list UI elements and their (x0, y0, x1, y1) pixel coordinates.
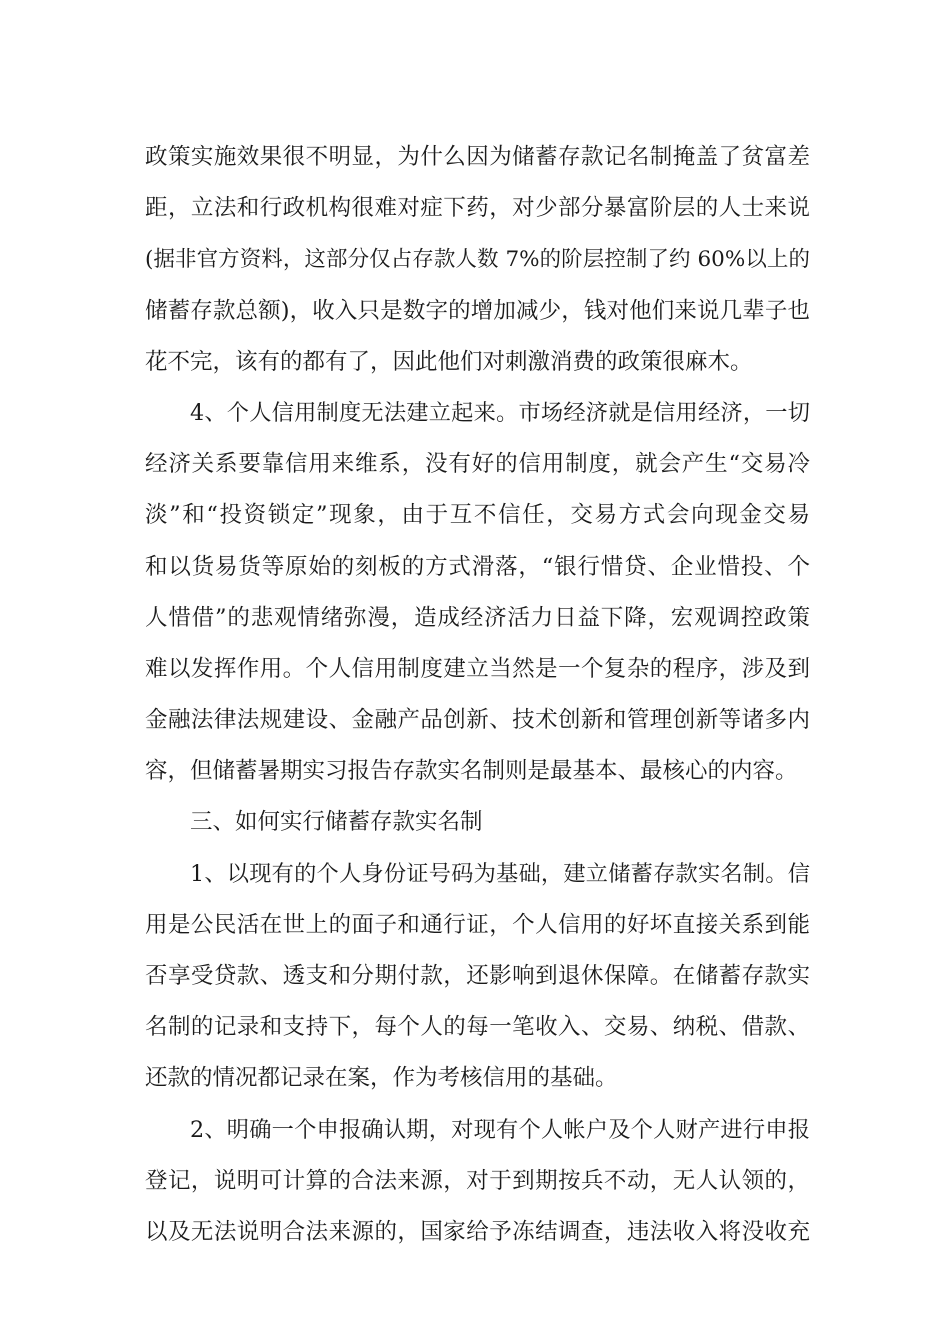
text-line: 否享受贷款、透支和分期付款，还影响到退休保障。在储蓄存款实 (145, 963, 810, 989)
text-line: 和以货易货等原始的刻板的方式滑落，“银行惜贷、企业惜投、个 (145, 553, 810, 580)
text-line: 还款的情况都记录在案，作为考核信用的基础。 (145, 1065, 618, 1092)
text-line: 容，但储蓄暑期实习报告存款实名制则是最基本、最核心的内容。 (145, 758, 798, 785)
text-line: 4、个人信用制度无法建立起来。市场经济就是信用经济，一切 (190, 399, 810, 426)
text-line: 花不完，该有的都有了，因此他们对刺激消费的政策很麻木。 (145, 348, 753, 375)
text-line: 名制的记录和支持下，每个人的每一笔收入、交易、纳税、借款、 (145, 1014, 810, 1041)
text-line: 金融法律法规建设、金融产品创新、技术创新和管理创新等诸多内 (145, 707, 810, 734)
text-line: 以及无法说明合法来源的，国家给予冻结调查，违法收入将没收充 (145, 1218, 810, 1245)
text-line: 难以发挥作用。个人信用制度建立当然是一个复杂的程序，涉及到 (145, 655, 810, 682)
text-line: (据非官方资料，这部分仅占存款人数 7%的阶层控制了约 60%以上的 (145, 247, 810, 273)
text-line: 登记，说明可计算的合法来源，对于到期按兵不动，无人认领的， (145, 1167, 810, 1194)
section-heading: 三、如何实行储蓄存款实名制 (190, 809, 483, 836)
text-line: 政策实施效果很不明显，为什么因为储蓄存款记名制掩盖了贫富差 (145, 144, 810, 170)
document-body (145, 132, 810, 1258)
text-line: 经济关系要靠信用来维系，没有好的信用制度，就会产生“交易冷 (145, 451, 810, 478)
text-line: 淡”和“投资锁定”现象，由于互不信任，交易方式会向现金交易 (145, 502, 810, 529)
text-line: 距，立法和行政机构很难对症下药，对少部分暴富阶层的人士来说 (145, 195, 810, 222)
text-line: 人惜借”的悲观情绪弥漫，造成经济活力日益下降，宏观调控政策 (145, 604, 810, 631)
text-line: 用是公民活在世上的面子和通行证，个人信用的好坏直接关系到能 (145, 911, 810, 938)
text-line: 2、明确一个申报确认期，对现有个人帐户及个人财产进行申报 (190, 1116, 810, 1143)
text-line: 1、以现有的个人身份证号码为基础，建立储蓄存款实名制。信 (190, 860, 810, 887)
text-line: 储蓄存款总额)，收入只是数字的增加减少，钱对他们来说几辈子也 (145, 297, 810, 324)
